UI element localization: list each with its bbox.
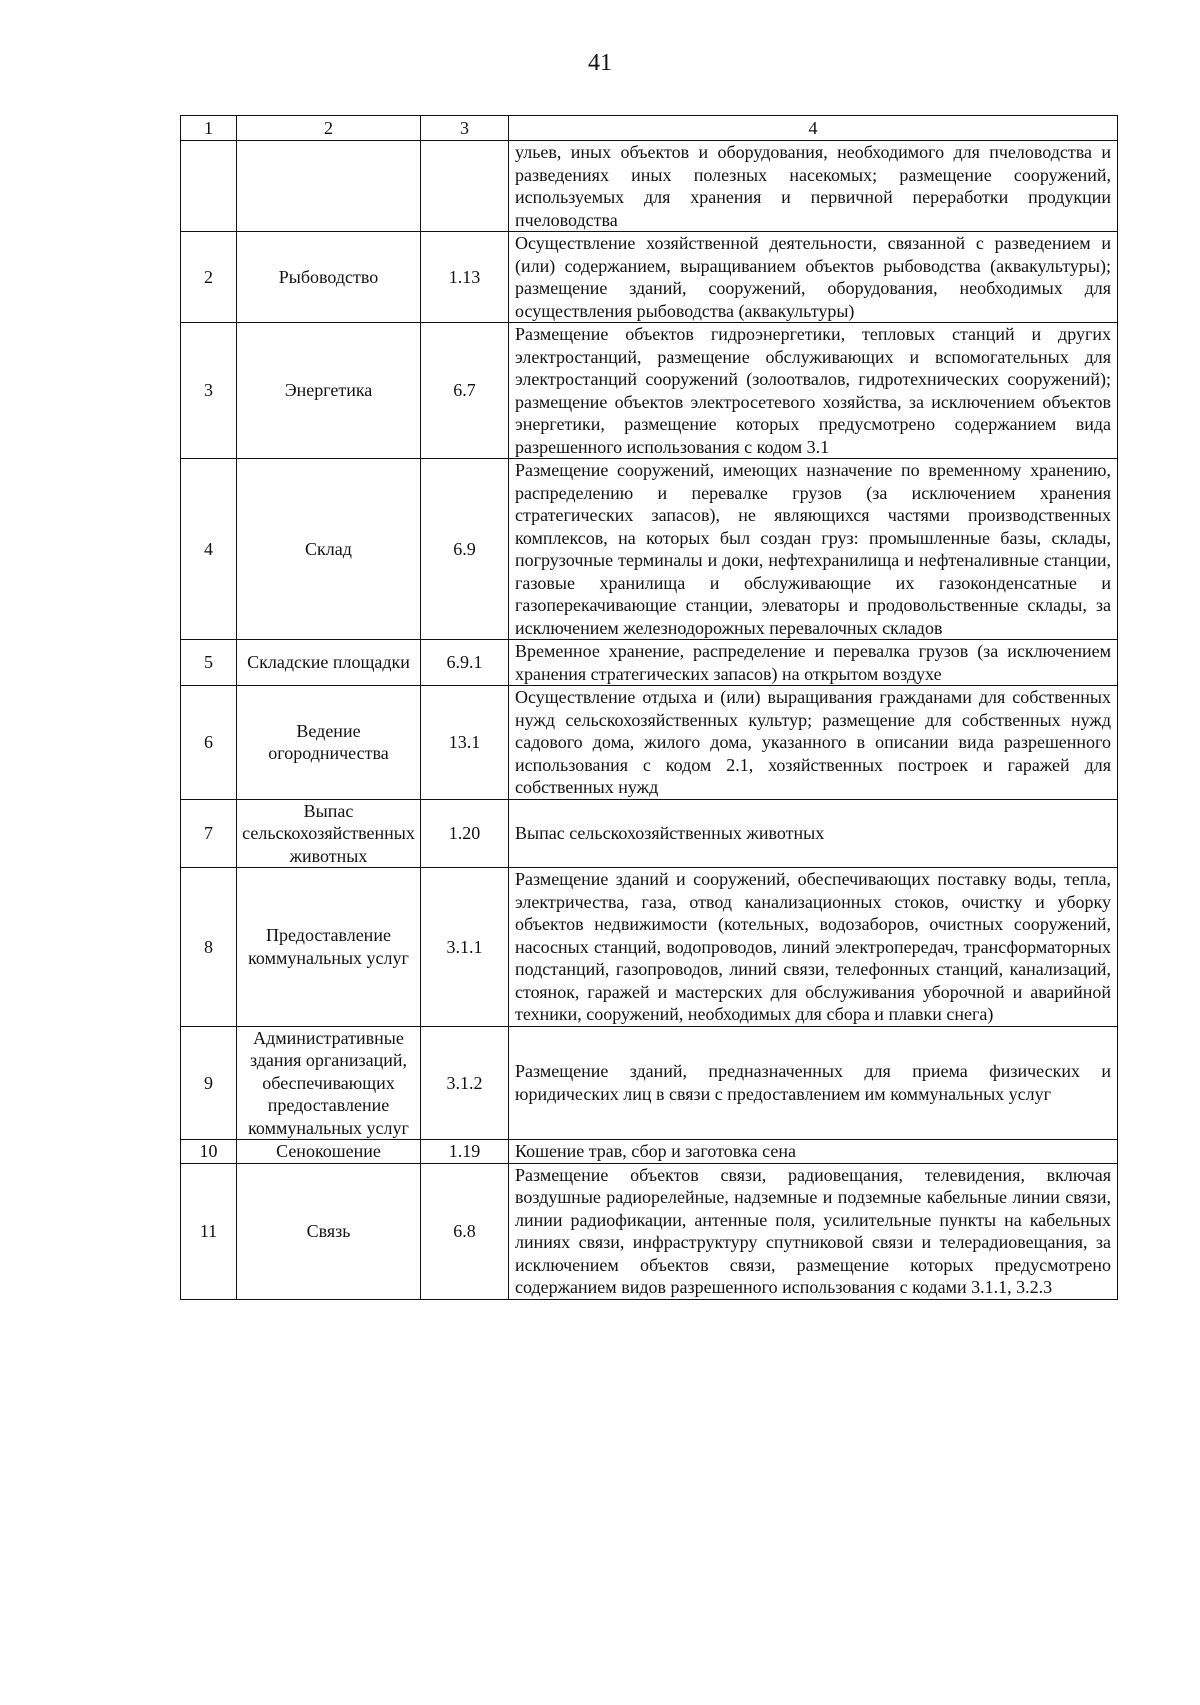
land-use-description: Размещение сооружений, имеющих назначение по временному хранению, распределению и перевалке грузов (за исключением хранения стратегических запасов), не являющихся частями производственных комплексов, на которых был создан груз: промышленные базы, склады, погрузочные терминалы и доки, нефтехранилища и нефтеналивные станции, газовые хранилища и обслуживающие их газоконденсатные и газоперекачивающие станции, элеваторы и продовольственные склады, за исключением железнодорожных перевалочных складов xyxy=(509,459,1118,640)
land-use-code xyxy=(421,141,509,232)
table-header-row xyxy=(181,116,1118,141)
row-number: 10 xyxy=(181,1140,237,1164)
land-use-name: Предоставление коммунальных услуг xyxy=(237,868,421,1027)
row-number xyxy=(181,141,237,232)
land-use-name: Административные здания организаций, обеспечивающих предоставление коммунальных услуг xyxy=(237,1026,421,1140)
land-use-code: 6.8 xyxy=(421,1163,509,1299)
land-use-description: Осуществление отдыха и (или) выращивания гражданами для собственных нужд сельскохозяйственных культур; размещение для собственных нужд садового дома, жилого дома, указанного в описании вида разрешенного использования с кодом 2.1, хозяйственных построек и гаражей для собственных нужд xyxy=(509,686,1118,800)
land-use-description: Размещение зданий и сооружений, обеспечивающих поставку воды, тепла, электричества, газа, отвод канализационных стоков, очистку и уборку объектов недвижимости (котельных, водозаборов, очистных сооружений, насосных станций, водопроводов, линий электропередач, трансформаторных подстанций, газопроводов, линий связи, телефонных станций, канализаций, стоянок, гаражей и мастерских для обслуживания уборочной и аварийной техники, сооружений, необходимых для сбора и плавки снега) xyxy=(509,868,1118,1027)
land-use-table xyxy=(180,115,1118,1300)
column-header: 4 xyxy=(509,116,1118,141)
table-row xyxy=(181,1026,1118,1140)
land-use-name: Выпас сельскохозяйственных животных xyxy=(237,799,421,868)
row-number: 5 xyxy=(181,640,237,686)
land-use-code: 6.7 xyxy=(421,323,509,459)
land-use-name: Рыбоводство xyxy=(237,232,421,323)
table-row xyxy=(181,1140,1118,1164)
land-use-description: Размещение зданий, предназначенных для приема физических и юридических лиц в связи с предоставлением им коммунальных услуг xyxy=(509,1026,1118,1140)
land-use-name: Сенокошение xyxy=(237,1140,421,1164)
land-use-description: Размещение объектов связи, радиовещания, телевидения, включая воздушные радиорелейные, надземные и подземные кабельные линии связи, линии радиофикации, антенные поля, усилительные пункты на кабельных линиях связи, инфраструктуру спутниковой связи и телерадиовещания, за исключением объектов связи, размещение которых предусмотрено содержанием видов разрешенного использования с кодами 3.1.1, 3.2.3 xyxy=(509,1163,1118,1299)
land-use-name: Энергетика xyxy=(237,323,421,459)
land-use-description: Временное хранение, распределение и перевалка грузов (за исключением хранения стратегических запасов) на открытом воздухе xyxy=(509,640,1118,686)
table-row xyxy=(181,141,1118,232)
column-header: 3 xyxy=(421,116,509,141)
land-use-code: 1.19 xyxy=(421,1140,509,1164)
land-use-description: ульев, иных объектов и оборудования, необходимого для пчеловодства и разведениях иных полезных насекомых; размещение сооружений, используемых для хранения и первичной переработки продукции пчеловодства xyxy=(509,141,1118,232)
row-number: 11 xyxy=(181,1163,237,1299)
table-row xyxy=(181,640,1118,686)
land-use-description: Выпас сельскохозяйственных животных xyxy=(509,799,1118,868)
land-use-description: Размещение объектов гидроэнергетики, тепловых станций и других электростанций, размещение обслуживающих и вспомогательных для электростанций сооружений (золоотвалов, гидротехнических сооружений); размещение объектов электросетевого хозяйства, за исключением объектов энергетики, размещение которых предусмотрено содержанием вида разрешенного использования с кодом 3.1 xyxy=(509,323,1118,459)
land-use-code: 3.1.2 xyxy=(421,1026,509,1140)
row-number: 9 xyxy=(181,1026,237,1140)
table-row xyxy=(181,1163,1118,1299)
row-number: 6 xyxy=(181,686,237,800)
row-number: 2 xyxy=(181,232,237,323)
land-use-name: Склад xyxy=(237,459,421,640)
row-number: 3 xyxy=(181,323,237,459)
land-use-description: Осуществление хозяйственной деятельности, связанной с разведением и (или) содержанием, выращиванием объектов рыбоводства (аквакультуры); размещение зданий, сооружений, оборудования, необходимых для осуществления рыбоводства (аквакультуры) xyxy=(509,232,1118,323)
land-use-name: Ведение огородничества xyxy=(237,686,421,800)
row-number: 7 xyxy=(181,799,237,868)
row-number: 4 xyxy=(181,459,237,640)
table-row xyxy=(181,459,1118,640)
land-use-description: Кошение трав, сбор и заготовка сена xyxy=(509,1140,1118,1164)
table-row xyxy=(181,323,1118,459)
row-number: 8 xyxy=(181,868,237,1027)
land-use-name xyxy=(237,141,421,232)
column-header: 2 xyxy=(237,116,421,141)
land-use-code: 13.1 xyxy=(421,686,509,800)
land-use-name: Складские площадки xyxy=(237,640,421,686)
table-row xyxy=(181,686,1118,800)
page-number: 41 xyxy=(588,50,612,76)
table-row xyxy=(181,232,1118,323)
land-use-code: 6.9.1 xyxy=(421,640,509,686)
land-use-code: 1.13 xyxy=(421,232,509,323)
land-use-code: 3.1.1 xyxy=(421,868,509,1027)
table-row xyxy=(181,868,1118,1027)
land-use-name: Связь xyxy=(237,1163,421,1299)
table-row xyxy=(181,799,1118,868)
land-use-code: 6.9 xyxy=(421,459,509,640)
land-use-code: 1.20 xyxy=(421,799,509,868)
column-header: 1 xyxy=(181,116,237,141)
